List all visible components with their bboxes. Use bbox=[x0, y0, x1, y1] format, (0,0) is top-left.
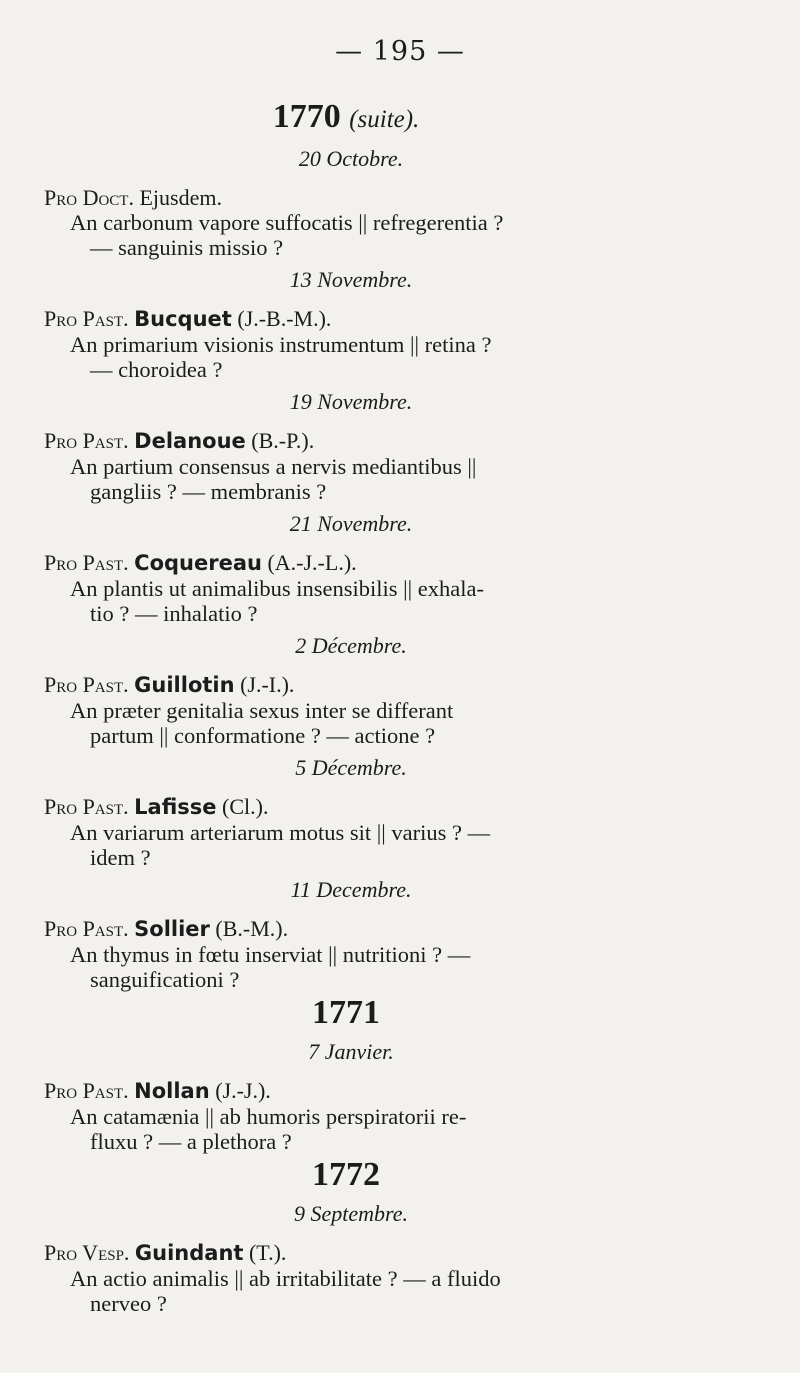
entry-date: 21 Novembre. bbox=[289, 511, 413, 536]
entry bbox=[44, 388, 634, 504]
entry-question bbox=[70, 1266, 634, 1316]
question-line-2: fluxu ? — a plethora ? bbox=[90, 1129, 292, 1154]
entry-heading bbox=[44, 428, 634, 454]
entry-question bbox=[70, 332, 634, 382]
entry-pro: Pro Past. bbox=[44, 794, 129, 819]
entry-date: 13 Novembre. bbox=[289, 267, 413, 292]
entry-question bbox=[70, 698, 634, 748]
year-1772: 1772 bbox=[312, 1156, 380, 1193]
question-line-1: An partium consensus a nervis mediantibus || bbox=[70, 454, 477, 479]
question-line-1: An thymus in fœtu inserviat || nutritioni ? — bbox=[70, 942, 471, 967]
entry-name: Lafisse bbox=[134, 795, 217, 819]
entry-date: 7 Janvier. bbox=[308, 1039, 394, 1064]
entry-question bbox=[70, 1104, 634, 1154]
year-heading-1770 bbox=[44, 98, 634, 139]
question-line-2: idem ? bbox=[90, 845, 151, 870]
entry-initials: (J.-J.). bbox=[215, 1078, 271, 1103]
question-line-2: sanguificationi ? bbox=[90, 967, 240, 992]
entry-heading bbox=[44, 1240, 634, 1266]
question-line-2: nerveo ? bbox=[90, 1291, 167, 1316]
entry-initials: (T.). bbox=[248, 1240, 287, 1265]
entry-date: 5 Décembre. bbox=[295, 755, 407, 780]
question-line-1: An variarum arteriarum motus sit || varius ? — bbox=[70, 820, 491, 845]
year-1770: 1770 bbox=[272, 98, 341, 135]
question-line-1: An plantis ut animalibus insensibilis || exhala- bbox=[70, 576, 484, 601]
year-heading-1772 bbox=[44, 1156, 634, 1194]
entry-pro: Pro Past. bbox=[44, 428, 129, 453]
entry bbox=[44, 145, 634, 260]
entry-name: Guindant bbox=[134, 1241, 244, 1265]
entry-heading bbox=[44, 794, 634, 820]
question-line-2: tio ? — inhalatio ? bbox=[90, 601, 258, 626]
entry-name: Coquereau bbox=[134, 551, 262, 575]
entry bbox=[44, 1038, 634, 1154]
entry-pro: Pro Past. bbox=[44, 550, 129, 575]
question-line-1: An carbonum vapore suffocatis || refregerentia ? bbox=[70, 210, 504, 235]
content bbox=[44, 96, 634, 1318]
entry-name: Delanoue bbox=[134, 429, 246, 453]
entry-heading bbox=[44, 185, 634, 210]
entry-initials: (B.-M.). bbox=[215, 916, 289, 941]
entry-name: Sollier bbox=[134, 917, 210, 941]
entry-pro: Pro Doct. bbox=[44, 185, 134, 210]
entry-initials: (B.-P.). bbox=[251, 428, 315, 453]
entry-name: Nollan bbox=[134, 1079, 210, 1103]
entry-heading bbox=[44, 1078, 634, 1104]
entry-heading bbox=[44, 550, 634, 576]
entry-initials: (A.-J.-L.). bbox=[267, 550, 357, 575]
question-line-2: partum || conformatione ? — actione ? bbox=[90, 723, 436, 748]
entry-pro: Pro Past. bbox=[44, 1078, 129, 1103]
entry bbox=[44, 632, 634, 748]
entry-pro: Pro Vesp. bbox=[44, 1240, 130, 1265]
entry-date: 9 Septembre. bbox=[293, 1201, 409, 1226]
entry-question bbox=[70, 576, 634, 626]
year-1771: 1771 bbox=[312, 994, 380, 1031]
entry-date: 20 Octobre. bbox=[298, 146, 404, 171]
entry-question bbox=[70, 820, 634, 870]
entry bbox=[44, 876, 634, 992]
entry-pro: Pro Past. bbox=[44, 916, 129, 941]
suite-label: (suite). bbox=[349, 106, 420, 133]
entry bbox=[44, 754, 634, 870]
entry-pro: Pro Past. bbox=[44, 306, 129, 331]
entry-name: Ejusdem. bbox=[139, 185, 222, 210]
entry-name: Bucquet bbox=[134, 307, 232, 331]
question-line-2: — choroidea ? bbox=[90, 357, 223, 382]
entry bbox=[44, 266, 634, 382]
entry-date: 11 Decembre. bbox=[290, 877, 412, 902]
page-number: — 195 — bbox=[335, 36, 465, 67]
year-heading-1771 bbox=[44, 994, 634, 1032]
entry bbox=[44, 510, 634, 626]
entry-question bbox=[70, 210, 634, 260]
question-line-2: gangliis ? — membranis ? bbox=[90, 479, 327, 504]
entry-date: 2 Décembre. bbox=[295, 633, 407, 658]
entry-initials: (J.-B.-M.). bbox=[237, 306, 332, 331]
entry-pro: Pro Past. bbox=[44, 672, 129, 697]
entry-heading bbox=[44, 916, 634, 942]
question-line-1: An catamænia || ab humoris perspiratorii re- bbox=[70, 1104, 467, 1129]
entry-date: 19 Novembre. bbox=[289, 389, 413, 414]
question-line-1: An præter genitalia sexus inter se differant bbox=[70, 698, 454, 723]
entry-name: Guillotin bbox=[134, 673, 235, 697]
question-line-1: An actio animalis || ab irritabilitate ? — a fluido bbox=[70, 1266, 501, 1291]
entry-initials: (Cl.). bbox=[222, 794, 269, 819]
entry-heading bbox=[44, 306, 634, 332]
entry-question bbox=[70, 454, 634, 504]
entry-initials: (J.-I.). bbox=[240, 672, 295, 697]
question-line-1: An primarium visionis instrumentum || retina ? bbox=[70, 332, 492, 357]
entry-question bbox=[70, 942, 634, 992]
entry bbox=[44, 1200, 634, 1316]
entry-heading bbox=[44, 672, 634, 698]
question-line-2: — sanguinis missio ? bbox=[90, 235, 284, 260]
